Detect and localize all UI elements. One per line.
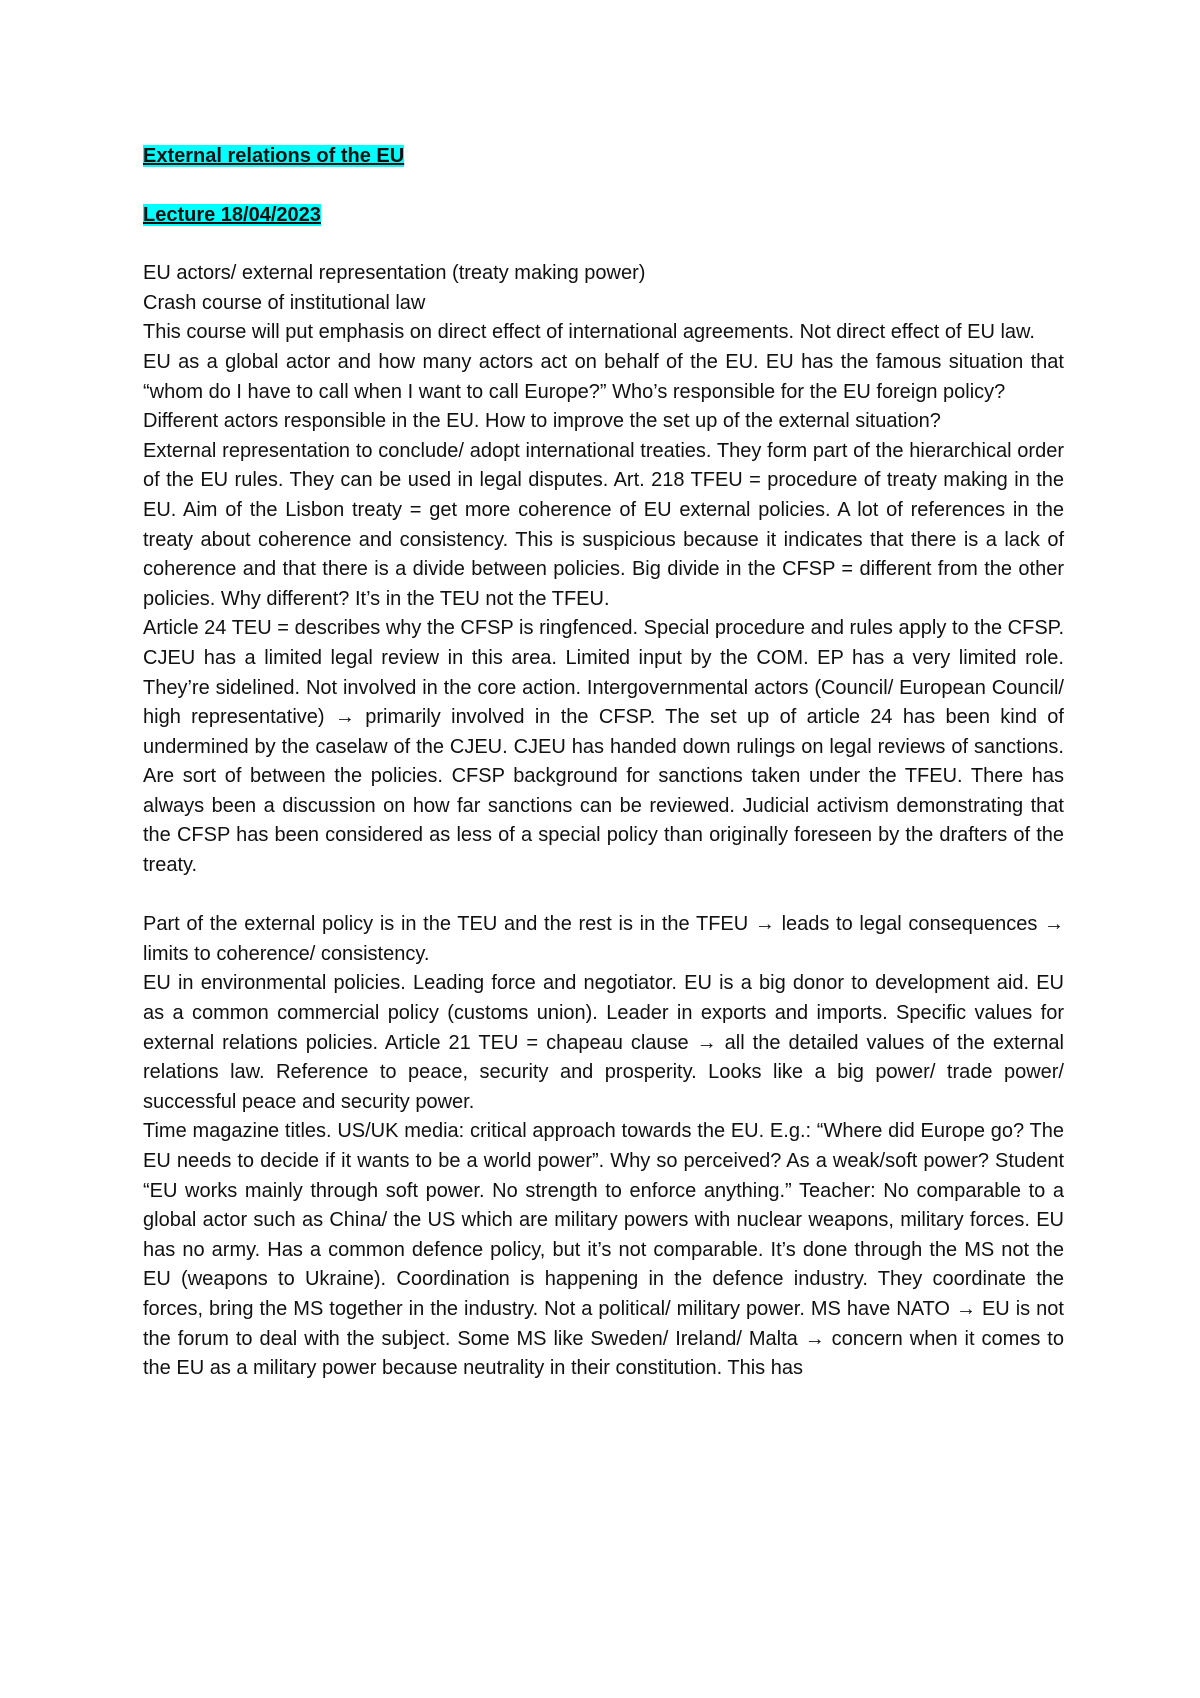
document-title [143,142,1064,172]
paragraph-article-24: Article 24 TEU = describes why the CFSP is ringfenced. Special procedure and rules apply to the CFSP. CJEU has a limited legal review in this area. Limited input by the COM. EP has a very limited role. They’re sidelined. Not involved in the core action. Intergovernmental actors (Council/ European Council/ high representative) → primarily involved in the CFSP. The set up of article 24 has been kind of undermined by the caselaw of the CJEU. CJEU has handed down rulings on legal reviews of sanctions. Are sort of between the policies. CFSP background for sanctions taken under the TFEU. There has always been a discussion on how far sanctions can be reviewed. Judicial activism demonstrating that the CFSP has been considered as less of a special policy than originally foreseen by the drafters of the treaty. [143,617,1064,877]
paragraph-time-magazine: Time magazine titles. US/UK media: critical approach towards the EU. E.g.: “Where did Europe go? The EU needs to decide if it wants to be a world power”. Why so perceived? As a weak/soft power? Student “EU works mainly through soft power. No strength to enforce anything.” Teacher: No comparable to a global actor such as China/ the US which are military powers with nuclear weapons, military forces. EU has no army. Has a common defence policy, but it’s not comparable. It’s done through the MS not the EU (weapons to Ukraine). Coordination is happening in the defence industry. They coordinate the forces, bring the MS together in the industry. Not a political/ military power. MS have NATO → EU is not the forum to deal with the subject. Some MS like Sweden/ Ireland/ Malta → concern when it comes to the EU as a military power because neutrality in their constitution. This has [143,1120,1064,1380]
paragraph-external-representation: External representation to conclude/ adopt international treaties. They form part of the hierarchical order of the EU rules. They can be used in legal disputes. Art. 218 TFEU = procedure of treaty making in the EU. Aim of the Lisbon treaty = get more coherence of EU external policies. A lot of references in the treaty about coherence and consistency. This is suspicious because it indicates that there is a lack of coherence and that there is a divide between policies. Big divide in the CFSP = different from the other policies. Why different? It’s in the TEU not the TFEU. [143,439,1064,610]
lecture-heading-text: Lecture 18/04/2023 [143,203,321,226]
paragraph-different-actors: Different actors responsible in the EU. How to improve the set up of the external situation? [143,410,941,433]
lecture-heading [143,201,1064,231]
paragraph-teu-tfeu: Part of the external policy is in the TEU and the rest is in the TFEU → leads to legal consequences → limits to coherence/ consistency. [143,913,1064,965]
spacer [143,230,1064,259]
document-body [143,142,1064,1384]
blank-line [143,881,1064,911]
paragraph-topic: EU actors/ external representation (treaty making power) [143,262,646,285]
paragraph-direct-effect: This course will put emphasis on direct effect of international agreements. Not direct effect of EU law. [143,321,1035,344]
document-title-text: External relations of the EU [143,145,405,167]
paragraph-environmental: EU in environmental policies. Leading force and negotiator. EU is a big donor to development aid. EU as a common commercial policy (customs union). Leader in exports and imports. Specific values for external relations policies. Article 21 TEU = chapeau clause → all the detailed values of the external relations law. Reference to peace, security and prosperity. Looks like a big power/ trade power/ successful peace and security power. [143,972,1064,1113]
paragraph-global-actor: EU as a global actor and how many actors act on behalf of the EU. EU has the famous situation that “whom do I have to call when I want to call Europe?” Who’s responsible for the EU foreign policy? [143,350,1064,403]
paragraph-crash-course: Crash course of institutional law [143,291,426,314]
